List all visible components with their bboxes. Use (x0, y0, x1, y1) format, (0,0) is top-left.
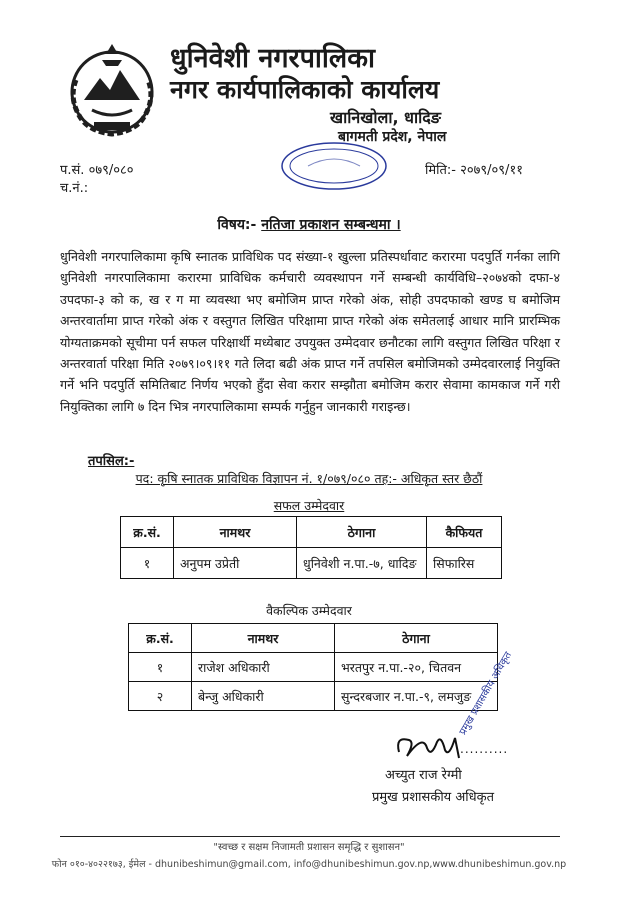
letter-body: धुनिवेशी नगरपालिकामा कृषि स्नातक प्राविधिक पद संख्या-१ खुल्ला प्रतिस्पर्धावाट करारमा पदपुर्ति गर्नका लागि धुनिवेशी नगरपालिकामा करारमा प्राविधिक कर्मचारी व्यवस्थापन गर्ने सम्बन्धी कार्यविधि–२०७४को दफा-४ उपदफा-३ को क, ख र ग मा व्यवस्था भए बमोजिम प्राप्त गरेको अंक, सोही उपदफाको खण्ड घ बमोजिम अन्तरवार्तामा प्राप्त गरेको अंक र वस्तुगत लिखित परिक्षामा प्राप्त गरेको अंक समेतलाई आधार मानि प्रारम्भिक योग्यताक्रमको सूचीमा पर्न सफल परिक्षार्थी मध्येबाट उपयुक्त उम्मेदवार छनौटका लागि वस्तुगत लिखित परिक्षा र अन्तरवार्ता परिक्षा मिति २०७९।०९।११ गते लिदा बढी अंक प्राप्त गर्ने तपसिल बमोजिमको उम्मेदवारलाई नियुक्ति गर्ने भनि पदपुर्ति समितिबाट निर्णय भएको हुँदा सेवा करार सम्झौता बमोजिम करार सेवामा कामकाज गर्ने गरी नियुक्तिका लागि ७ दिन भित्र नगरपालिकामा सम्पर्क गर्नुहुन जानकारी गराइन्छ। (60, 249, 560, 414)
alternate-candidates-title: वैकल्पिक उम्मेदवार (266, 603, 352, 618)
table-header-row (129, 624, 498, 653)
cell-address: भरतपुर न.पा.-२०, चितवन (335, 653, 498, 682)
letterhead-municipality-name: धुनिवेशी नगरपालिका (170, 43, 375, 74)
successful-candidates-table (120, 516, 502, 579)
dispatch-number: च.नं.: (60, 181, 89, 196)
cell-serial: १ (121, 548, 174, 579)
cell-serial: १ (129, 653, 192, 682)
cell-remarks: सिफारिस (427, 548, 502, 579)
cell-name: राजेश अधिकारी (192, 653, 335, 682)
col-name: नामथर (192, 624, 335, 653)
col-name: नामथर (174, 517, 297, 548)
cell-serial: २ (129, 682, 192, 711)
details-label: तपसिल:- (88, 454, 135, 469)
table-header-row (121, 517, 502, 548)
table-row (129, 682, 498, 711)
letterhead-location: खानिखोला, धादिङ (330, 108, 441, 127)
post-advertisement-line: पद: कृषि स्नातक प्राविधिक विज्ञापन नं. १/०७९/०८० तह:- अधिकृत स्तर छैठौं (135, 471, 483, 486)
letter-date: मिति:- २०७९/०९/११ (425, 163, 523, 178)
letterhead-province: बागमती प्रदेश, नेपाल (338, 129, 447, 145)
footer-contact: फोन ०१०-४०२२१७३, ईमेल - dhunibeshimun@gmail.com, info@dhunibeshimun.gov.np,www.dhunibeshimun.gov.np (51, 859, 567, 870)
col-serial: क्र.सं. (129, 624, 192, 653)
cell-name: अनुपम उप्रेती (174, 548, 297, 579)
col-address: ठेगाना (297, 517, 427, 548)
reference-number: प.सं. ०७९/०८० (60, 163, 134, 178)
cell-address: धुनिवेशी न.पा.-७, धादिङ (297, 548, 427, 579)
signatory-title: प्रमुख प्रशासकीय अधिकृत (372, 790, 495, 805)
successful-candidates-title: सफल उम्मेदवार (273, 498, 345, 513)
table-row (129, 653, 498, 682)
col-serial: क्र.सं. (121, 517, 174, 548)
subject-line (0, 215, 618, 234)
subject-text: नतिजा प्रकाशन सम्बन्धमा । (261, 217, 401, 233)
table-row (121, 548, 502, 579)
signatory-stamp: प्रमुख प्रशासकीय अधिकृत (457, 650, 515, 737)
col-remarks: कैफियत (427, 517, 502, 548)
alternate-candidates-table (128, 623, 498, 711)
cell-name: बेन्जु अधिकारी (192, 682, 335, 711)
subject-label: विषय:- (217, 217, 257, 233)
office-stamp (278, 140, 390, 192)
col-address: ठेगाना (335, 624, 498, 653)
municipality-emblem-logo (62, 40, 162, 140)
footer-slogan: "स्वच्छ र सक्षम निजामती प्रशासन समृद्धि र सुशासन" (213, 842, 405, 853)
cell-address: सुन्दरबजार न.पा.-९, लमजुङ (335, 682, 498, 711)
footer-divider (60, 836, 560, 837)
signatory-name: अच्युत राज रेग्मी (385, 768, 462, 783)
signature-dots: .......... (460, 742, 509, 756)
letterhead-office-name: नगर कार्यपालिकाको कार्यालय (170, 75, 440, 104)
